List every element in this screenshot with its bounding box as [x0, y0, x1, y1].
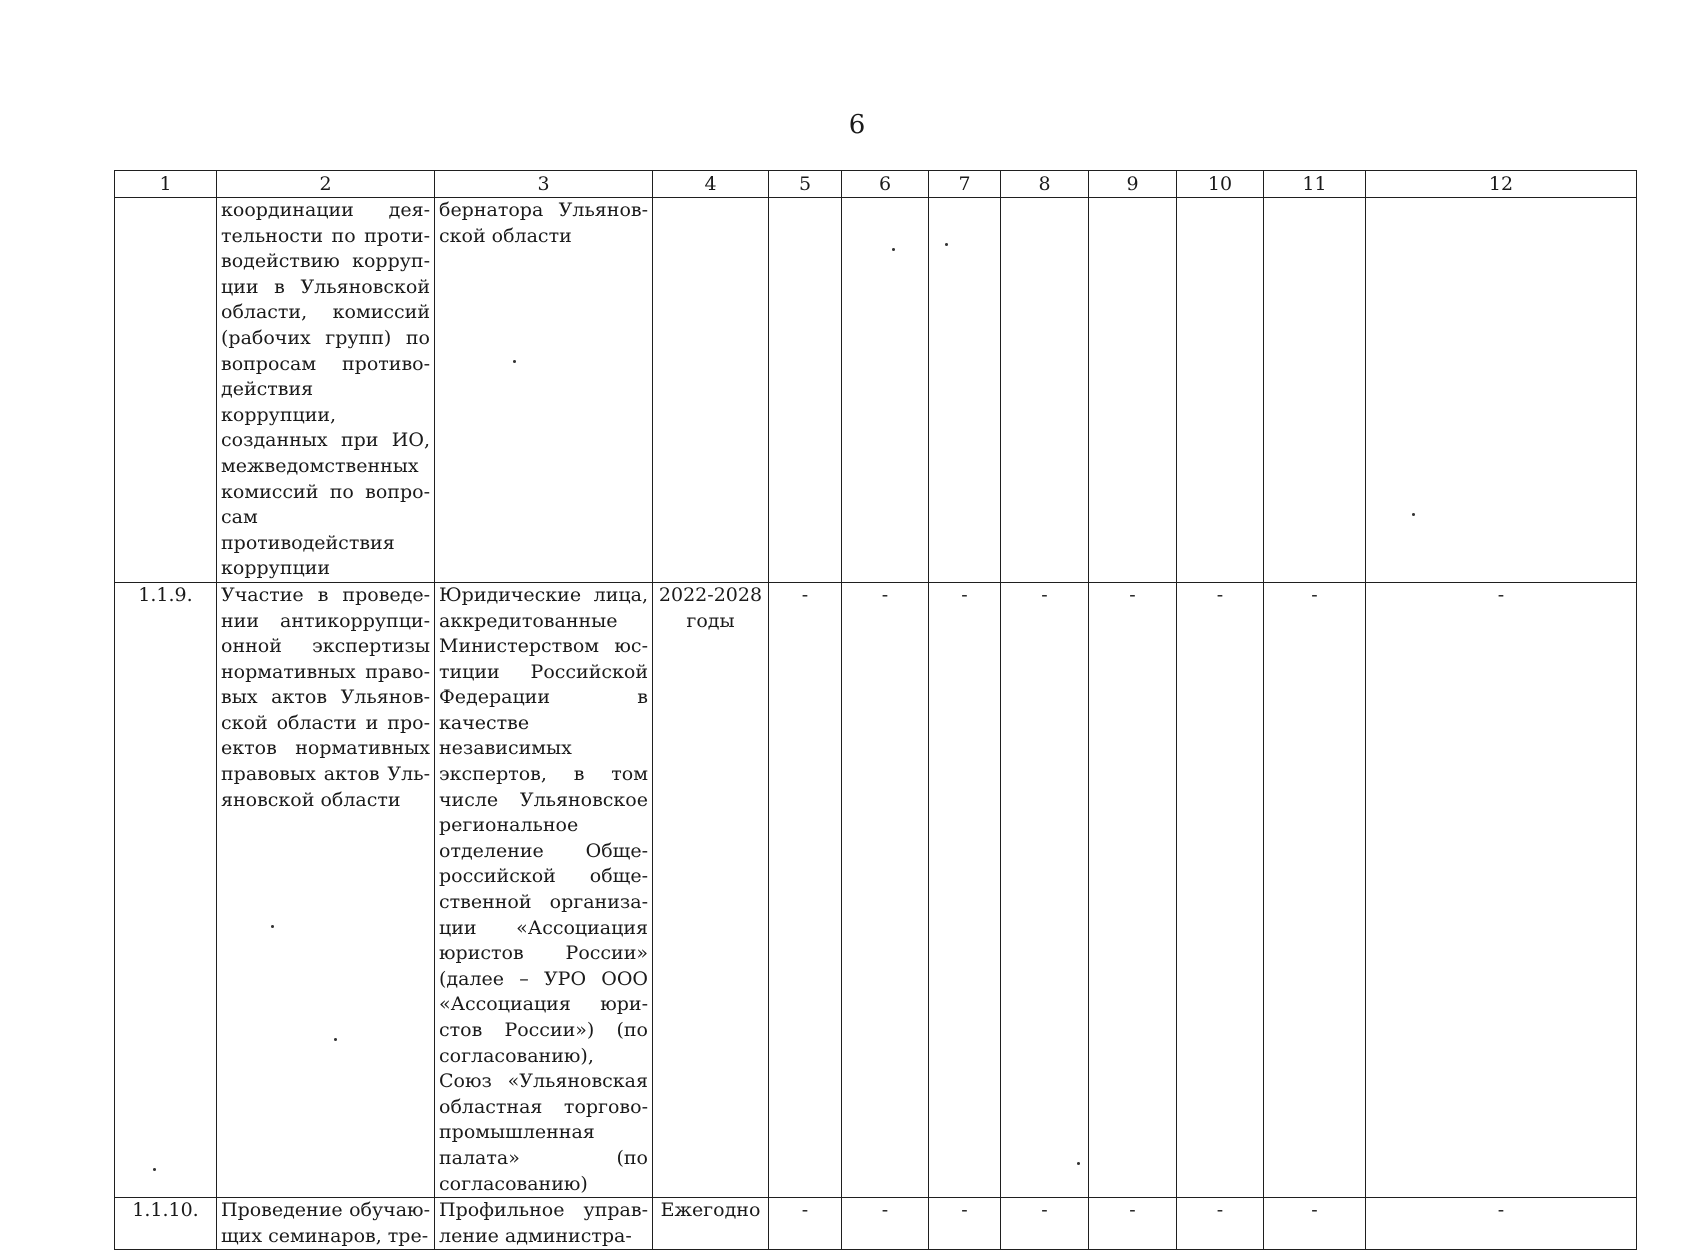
scan-speck	[1412, 513, 1415, 516]
scan-speck	[892, 248, 895, 251]
column-header: 10	[1177, 171, 1264, 198]
executor-cell: бернатора Ульяновской области	[435, 198, 653, 583]
table-row	[115, 1198, 1637, 1250]
activity-cell: координации деятельности по противодействию коррупции в Ульяновской области, комиссий (рабочих групп) по вопросам противодействия коррупции, созданных при ИО, межведомственных комиссий по вопросам противодействия коррупции	[217, 198, 435, 583]
value-cell	[842, 198, 929, 583]
column-header: 9	[1089, 171, 1177, 198]
row-number: 1.1.9.	[115, 582, 217, 1197]
value-cell	[769, 198, 842, 583]
value-cell: -	[1001, 1198, 1089, 1250]
value-cell: -	[1089, 582, 1177, 1197]
row-number	[115, 198, 217, 583]
period-cell: 2022-2028 годы	[653, 582, 769, 1197]
value-cell	[1366, 198, 1637, 583]
value-cell: -	[842, 582, 929, 1197]
scan-speck	[945, 243, 948, 246]
page-number: 6	[848, 110, 866, 140]
column-header: 8	[1001, 171, 1089, 198]
value-cell: -	[1177, 582, 1264, 1197]
column-header: 12	[1366, 171, 1637, 198]
scan-speck	[513, 360, 516, 363]
value-cell: -	[1264, 582, 1366, 1197]
column-header: 1	[115, 171, 217, 198]
scan-speck	[153, 1168, 156, 1171]
table-row	[115, 582, 1637, 1197]
column-header: 2	[217, 171, 435, 198]
column-header: 7	[929, 171, 1001, 198]
value-cell: -	[1366, 582, 1637, 1197]
executor-cell: Юридические лица, аккредитованные Министерством юстиции Российской Федерации в качестве независимых экспертов, в том числе Ульяновское региональное отделение Общероссийской общественной организации «Ассоциация юристов России» (далее – УРО ООО «Ассоциация юристов России») (по согласованию), Союз «Ульяновская областная торгово-промышленная палата» (по согласованию)	[435, 582, 653, 1197]
scan-speck	[334, 1038, 337, 1041]
row-number: 1.1.10.	[115, 1198, 217, 1250]
value-cell: -	[1001, 582, 1089, 1197]
value-cell	[929, 198, 1001, 583]
value-cell: -	[929, 582, 1001, 1197]
column-header: 11	[1264, 171, 1366, 198]
value-cell: -	[1366, 1198, 1637, 1250]
column-header: 3	[435, 171, 653, 198]
value-cell: -	[842, 1198, 929, 1250]
column-header: 4	[653, 171, 769, 198]
value-cell: -	[769, 1198, 842, 1250]
value-cell: -	[929, 1198, 1001, 1250]
table-row	[115, 198, 1637, 583]
column-header: 5	[769, 171, 842, 198]
period-cell: Ежегодно	[653, 1198, 769, 1250]
value-cell: -	[1177, 1198, 1264, 1250]
activity-plan-table	[114, 170, 1637, 1250]
value-cell	[1264, 198, 1366, 583]
value-cell: -	[1264, 1198, 1366, 1250]
scan-speck	[271, 925, 274, 928]
period-cell	[653, 198, 769, 583]
value-cell	[1001, 198, 1089, 583]
activity-cell: Участие в проведении антикоррупционной экспертизы нормативных правовых актов Ульяновской области и проектов нормативных правовых актов Ульяновской области	[217, 582, 435, 1197]
value-cell	[1177, 198, 1264, 583]
executor-cell: Профильное управление администра-	[435, 1198, 653, 1250]
value-cell: -	[1089, 1198, 1177, 1250]
value-cell	[1089, 198, 1177, 583]
activity-cell: Проведение обучающих семинаров, тре-	[217, 1198, 435, 1250]
scan-speck	[1077, 1162, 1080, 1165]
value-cell: -	[769, 582, 842, 1197]
column-number-row	[115, 171, 1637, 198]
column-header: 6	[842, 171, 929, 198]
